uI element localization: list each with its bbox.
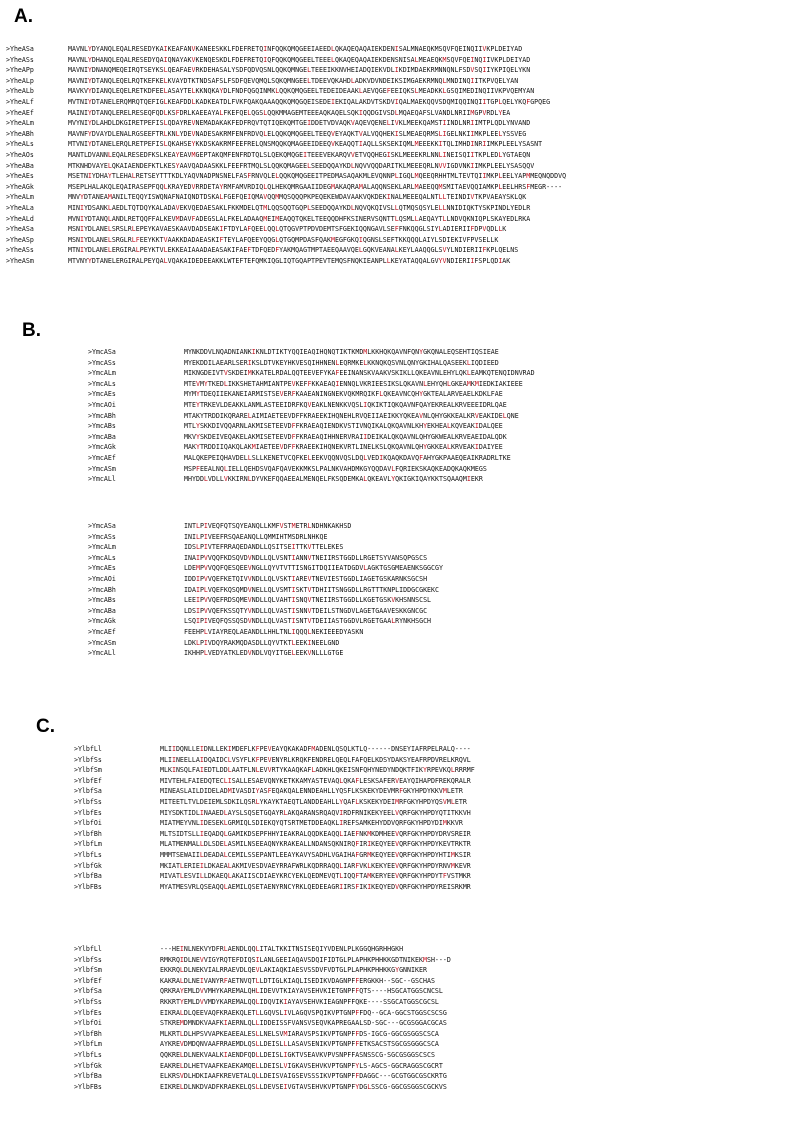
alignment-row — [88, 432, 535, 443]
sequence-name: >YheALb — [6, 87, 34, 96]
alignment-row — [6, 139, 566, 150]
panel-b-label: B. — [22, 320, 41, 341]
panel-b-alignment-top — [88, 347, 535, 485]
sequence-residues: MLKRTLDLHPSVVAPKEAEEALESLLNELSVMIARAVSPSIKVPTGNPFFDS-IGCG-GGCGSGGSCSCA — [160, 1029, 439, 1038]
sequence-name: >YmcABh — [88, 585, 116, 594]
sequence-name: >YlbfEf — [74, 776, 102, 785]
sequence-name: >YmcABa — [88, 606, 116, 615]
sequence-name: >YlbfEs — [74, 808, 102, 817]
sequence-name: >YlbfLl — [74, 745, 102, 753]
alignment-row — [88, 585, 443, 596]
sequence-name: >YlbfBa — [74, 1072, 102, 1081]
alignment-row — [74, 797, 475, 808]
alignment-row — [74, 1082, 451, 1093]
sequence-name: >YlbfOi — [74, 1019, 102, 1028]
alignment-row — [74, 808, 475, 819]
sequence-residues: IDDIPVVQEFKETQIVVNDLLQLVSKTIAREVTNEVIESTGGDLIAGETGSKARNKSGCSH — [184, 574, 428, 583]
alignment-row — [6, 55, 566, 66]
sequence-residues: MTLYSKKDIVQQARNLAKMISETEEVDFFKRAEAQIENDKVSTIVNQIKALQKQAVNLKHYEKHEALKQVEAKIDALQEE — [184, 422, 503, 431]
alignment-row — [74, 882, 475, 893]
sequence-residues: INTLPIVEQFQTSQYEANQLLKMFVSTMETRLNDHNKAKHSD — [184, 522, 352, 530]
alignment-row — [74, 776, 475, 787]
sequence-name: >YmcASm — [88, 464, 116, 473]
sequence-residues: MVYNIYDLAHDLDKGIRETPEFISLQDAYREVNEMADAKAKFEDFRQVTQTIQEKQMTGEIDDETVDVAQKVAQEVQENELIVKLMEEKQAMSTIINDLNRIIMTPLQDLYNVAND — [68, 119, 531, 128]
sequence-residues: MIVTEHLFAIEDQTECLISALLESAEVQNYKETKKAMYASTEVAQLQKAFLESKSAFERVEAYQIHAPDFREKQRALR — [160, 776, 471, 785]
alignment-row — [74, 1071, 451, 1082]
alignment-row — [74, 829, 475, 840]
sequence-name: >YlbfLl — [74, 945, 102, 953]
sequence-name: >YmcALm — [88, 543, 116, 552]
sequence-name: >YmcAEf — [88, 627, 116, 636]
sequence-name: >YmcAOi — [88, 574, 116, 583]
sequence-residues: LSQIPIVEQFQSSQSDVNDLLQLVASTISNTVTDEIIASTGGDVLRGETGAALRYNKHSGCH — [184, 617, 432, 626]
sequence-name: >YheALm — [6, 119, 34, 128]
sequence-residues: MVTNIYDTANELERQMRQTQEFIGLKEAFDDLKADKEATDLFVKFQAKQAAAQQKQMQGQEISEDEIEKIQALAKDVTSKDVIQALMAEKQQVSDQMIQQINQIITGPLQELYKQFGPQEG — [68, 97, 551, 106]
sequence-residues: FEEHPLVIAYREQLAEANDLLHHLTNLIQQQLNEKIEEEDYASKN — [184, 627, 364, 636]
sequence-residues: LDEMPVVQQFQESQEEVNGLLQYVTVTTISNGITDQIIEATDGDVLAGKTGSGMEAENKSGGCGY — [184, 564, 443, 573]
sequence-name: >YheALd — [6, 214, 34, 223]
sequence-name: >YheABa — [6, 161, 34, 170]
alignment-row — [88, 616, 443, 627]
alignment-row — [88, 453, 535, 464]
alignment-row — [6, 65, 566, 76]
sequence-name: >YlbfSa — [74, 987, 102, 996]
alignment-row — [6, 150, 566, 161]
sequence-name: >YheASa — [6, 45, 34, 53]
sequence-name: >YlbfSs — [74, 797, 102, 806]
alignment-row — [6, 256, 566, 267]
alignment-row — [88, 648, 443, 659]
sequence-residues: INAIPVVQQFKDSQVDVNDLLQLVSNTIANNVTNEIIRSTGGDLLRGETSYVANSQPGSCS — [184, 553, 428, 562]
sequence-residues: MLATMENMALLDLSDELASMILNSEEAQNYKRAKEALLNDANSQKNIRQFIRIKEQYEEVQRFGKYHPDYKEVTRKTR — [160, 840, 471, 849]
sequence-name: >YheALs — [6, 140, 34, 149]
alignment-row — [74, 1018, 451, 1029]
sequence-name: >YlbfSa — [74, 787, 102, 796]
sequence-residues: MTNIYDLANELERGIRALPEYKTVLEKKEAIAAADAEASAKIFAEFTDFQEDFYAKMQAGTMPTAEEQAAVQELGQKVEANALKEYLAAQQGLSVYLNDIERIIFKPLQELNS — [68, 246, 519, 255]
alignment-row — [88, 595, 443, 606]
sequence-residues: MYEKDDILAEARLSERIKSLDTVKEYHKVESQIHHNENLEQRMKELKKNQKQSVNLQNYGKIHALQASEEKLIQDIEED — [184, 358, 499, 367]
sequence-name: >YlbfSm — [74, 766, 102, 775]
alignment-row — [74, 765, 475, 776]
alignment-row — [74, 786, 475, 797]
sequence-residues: ELKRSVDLHDKIAAFKREVETALQLLDEISVAIGSEVSSSIKVPTGNPFFDAGGC---GCGTGGCGSCKRTG — [160, 1072, 447, 1081]
sequence-name: >YheASs — [6, 55, 34, 64]
alignment-row — [88, 521, 443, 532]
sequence-residues: IDSLPIVTEFRRAQEDANDLLQSITSEITTKVTTELEKES — [184, 543, 344, 552]
alignment-row — [88, 379, 535, 390]
sequence-residues: LDKLPIVDQYRAKMQDASDLLQYVTKTLEEKINEELGND — [184, 638, 340, 647]
alignment-row — [6, 161, 566, 172]
alignment-row — [88, 400, 535, 411]
alignment-row — [88, 421, 535, 432]
alignment-row — [74, 1008, 451, 1019]
sequence-name: >YlbfLs — [74, 1050, 102, 1059]
panel-a-label: A. — [14, 6, 33, 27]
sequence-residues: MAINIYDTANQLERELRESEQFQDLKSFDRLKAEEAYALFKEFQELQGSLQQKMMAGEMTEEEAQKAQELSQKIQQDGIVSDLMQAEQAFSLVANDLNRIIMGPVRDLYEA — [68, 108, 511, 117]
sequence-name: >YlbfSm — [74, 966, 102, 975]
panel-b-alignment-bottom — [88, 521, 443, 659]
sequence-name: >YlbfLm — [74, 840, 102, 849]
sequence-residues: MLTSIDTSLLIEQADQLGAMIKDSEPFHHYIEAKRALQQDKEAQQLIAEFNKMKDMHEEVQRFGKYHPDYDRVSREIR — [160, 829, 471, 838]
sequence-name: >YheASa — [6, 225, 34, 234]
sequence-name: >YmcABs — [88, 596, 116, 605]
sequence-name: >YmcASa — [88, 522, 116, 530]
alignment-row — [88, 606, 443, 617]
panel-c-label: C. — [36, 716, 55, 737]
sequence-name: >YmcALl — [88, 475, 116, 484]
sequence-residues: MVNIYDTANQLANDLRETQQFFALKEVMDAVFADEGSLALFKELADAAQMEIMEAQQTQKELTEEQQDHFKSINERVSQNTTLQSMLLAEQAYTLLNDVQKNIQPLSKAYEDLRKA — [68, 214, 531, 223]
sequence-residues: MKIATLERIEILDKAEALAKMIVESDVAEYRRAFWRLKQDRRAQQLIARFVKLKEKYEEVQRFGKYHPDYRNVMKEVR — [160, 861, 471, 870]
sequence-residues: MAVNLYDYANQLEQALRESEDYKAIKEAFANVKANEESKKLFDEFRETQINFQQKQMQGEEIAEEDLQKAQEQAQAIEKDENISALMNAEQKMSQVFQEINQIIVKPLDEIYAD — [68, 45, 523, 53]
alignment-row — [6, 44, 566, 55]
sequence-name: >YheAEs — [6, 172, 34, 181]
sequence-name: >YlbfEf — [74, 976, 102, 985]
sequence-name: >YmcABh — [88, 411, 116, 420]
sequence-residues: MAKYTRDDIIQAKQLAKMIAETEEVDFFKRAEEKIHQNEKVRTLINELKSLQKQAVNLQHYGKKEALKRVEAKIDAIYEE — [184, 443, 503, 452]
sequence-residues: RMKRQIDLNEVVIGYRQTEFDIQSILANLGEEIAQAVSDQIFIDTGLPLAPHKPHHKKGDTNIKEKMSH---D — [160, 955, 451, 964]
sequence-name: >YmcAOi — [88, 400, 116, 409]
sequence-residues: MALQKEPEIQHAVDELLSLLKENETVCQFKELEEKVQQNVQSLDQLVEDIKQAQKDAVQFAHYGKPAAEQEAIKRADRLTKE — [184, 453, 511, 462]
sequence-name: >YlbFBs — [74, 1082, 102, 1091]
sequence-name: >YmcALs — [88, 553, 116, 562]
sequence-name: >YheAOs — [6, 150, 34, 159]
sequence-residues: MYATMESVRLQSEAQQLAEMILQSETAENYRNCYRKLQEDEEAGRIIRSFIKIKEQYEDVQRFGKYHPDYREISRKMR — [160, 882, 471, 891]
alignment-row — [6, 108, 566, 119]
sequence-residues: MAVNIYDNANQMEQEIRQTSEYKSLQEAFAEVRKDEHASALYSDFQDVQSNLQQKQMNGELTEEEIKKNVHEIADQIEKVDLIKDIMDAEKRMNNQNLFSDVSQIIYKPIQELYKN — [68, 66, 531, 75]
sequence-name: >YmcASs — [88, 358, 116, 367]
sequence-residues: AYKREVDMDQNVAAFRRAEMDLQSLLDEISLLLASAVSENIKVPTGNPFFETKSACSTSGCGSGGGCSCA — [160, 1040, 439, 1049]
sequence-residues: EKKRQLDLNEKVIALRRAEVDLQEVLAKIAQKIAESVSSDVFVDTGLPLAPHKPHHKKGYGNNIKER — [160, 966, 427, 975]
alignment-row — [88, 553, 443, 564]
sequence-name: >YheASs — [6, 246, 34, 255]
sequence-name: >YmcAGk — [88, 443, 116, 452]
alignment-row — [6, 224, 566, 235]
sequence-residues: INILPIVEEFRSQAEANQLLQMMIHTMSDRLNHKQE — [184, 532, 328, 541]
sequence-name: >YlbfEs — [74, 1008, 102, 1017]
sequence-name: >YlbfBh — [74, 1029, 102, 1038]
sequence-residues: MAVNLYDHANQLEQALRESEDYQAIQNAYAKVKENQESKDLFDEFRETQIQFQQKQMQGEELTEEELQKAQEQAQAIEKDENSNISALMEAEQKMSQVFQEINQIIVKPLDEIYAD — [68, 55, 531, 64]
sequence-residues: MINIYDSANKLAEDLTQTDQYKALADAVEKVQEDAESAKLFKKMDELQTMLQQSQQTGQPLSEEDQQAYKDLNQVQKQIVSLLQTMQSQSYLELLNNIDIQKTYSKPINDLYEDLR — [68, 203, 531, 212]
sequence-residues: EAKRELDLHETVAAFKEAEKAMQELLDEISLVIGKAVSEHVKVPTGNPFYLS-AGCS-GGCRAGGSCGCRT — [160, 1061, 443, 1070]
alignment-row — [6, 76, 566, 87]
sequence-residues: MSEPLHALAKQLEQAIRASEPFQQLKRAYEDVRRDETAYRMFAMVRDIQLQLHEKQMRGAAIIDEGMAKAQRAMALAQQNSEKLARLMAEEQQMSMITAEVQQIAMKPLEELHRSFMEGR---- — [68, 182, 563, 191]
alignment-row — [88, 474, 535, 485]
sequence-residues: LEEIPVVQEFRDSQMEVNDLLQLVAHTISNQVTNEIIRSTGGDLLKGETGSKVKHSNNSCSL — [184, 596, 432, 605]
alignment-row — [88, 574, 443, 585]
alignment-row — [6, 192, 566, 203]
sequence-residues: MHYDDLVDLLVKKIRNLDYVKEFQQAEEALMENQELFKSQDEMKALQKEAVLYQKIGKIQAYKKTSQAAQMIEKR — [184, 475, 483, 484]
sequence-residues: MLKINSQLFAIEDTLDDLAATFLNLEVVRTYKAAQKAFLADKHLQKEISNFQHYNEDYNDQKTFIKYRPEVKQLRRRMF — [160, 766, 475, 775]
alignment-row — [74, 965, 451, 976]
sequence-name: >YmcALs — [88, 379, 116, 388]
panel-c-alignment-bottom — [74, 944, 451, 1092]
alignment-row — [74, 755, 475, 766]
sequence-residues: MYNKDDVLNQADNIANKIKNLDTIKTYQQIEAQIHQNQTIKTKMDMLKKHQKQAVNFQNYGKQNALEQSEHTIQSIEAE — [184, 348, 499, 356]
alignment-row — [88, 638, 443, 649]
sequence-name: >YlbfBh — [74, 829, 102, 838]
alignment-row — [88, 347, 535, 358]
sequence-residues: MIKNGDEIVTVSKDEIMKKATELRDALQQTEEVEFYKAFEEINANSKVAAKVSKIKLLQKEAVNLEHYLQKLEAMKQTENQIDNVRAD — [184, 369, 535, 378]
alignment-row — [74, 997, 451, 1008]
alignment-row — [74, 955, 451, 966]
sequence-residues: MIVATLESVILLDKAEQLAKAIISCDIAEYKRCYEKLQEDMEVQTLIQQFTAMKERYEEVQRFGKYHPDYTFVSTMKR — [160, 872, 471, 881]
sequence-residues: QRKRAYEMLDVVMHYKAREMALQHLIDEVVTKIAYAVSEHVKIETGNPFFQTS----HSGCATGGSCNCSL — [160, 987, 443, 996]
sequence-residues: MLIIDQNLLEIDNLLEKIMDEFLKFPEVEAYQKAKADFMADENLQSQLKTLQ------DNSEYIAFRPELRALQ---- — [160, 745, 471, 753]
sequence-name: >YmcAGk — [88, 617, 116, 626]
sequence-name: >YheALa — [6, 203, 34, 212]
sequence-residues: MSNIYDLANELSRGLRLFEEYKKTVAAKKDADAEASKIFTEYLAFQEEYQQGLQTGQMPDASFQAKMEGFGKQIQGNSLSEFTKKQQQLAIYLSDIEKIVFPVSELLK — [68, 235, 499, 244]
sequence-name: >YlbfBa — [74, 872, 102, 881]
sequence-residues: MTEVMYTKEDLIKKSHETAHMIANTPEVKEFFKKAEAQIENNQLVKRIEESIKSLQKAVNLEHYQHLGKEAMKMIEDKIAKIEEE — [184, 379, 523, 388]
sequence-name: >YheABh — [6, 129, 34, 138]
sequence-name: >YmcABs — [88, 422, 116, 431]
sequence-name: >YheALm — [6, 193, 34, 202]
alignment-row — [6, 182, 566, 193]
alignment-row — [74, 944, 451, 955]
alignment-row — [74, 850, 475, 861]
sequence-name: >YmcAEs — [88, 390, 116, 399]
panel-c-alignment-top — [74, 744, 475, 892]
sequence-name: >YmcABa — [88, 432, 116, 441]
sequence-name: >YheALf — [6, 97, 34, 106]
sequence-name: >YheAGk — [6, 182, 34, 191]
sequence-name: >YlbfGk — [74, 861, 102, 870]
sequence-residues: MITEETLTVLDEIEMLSDKILQSRLYKAYKTAEQTLANDDEAHLLYQAFLKSKEKYDEIMRFGKYHPDYQSVMLETR — [160, 797, 467, 806]
sequence-residues: ---HEINLNEKVYDFRLAENDLQQLITALTKKITNSISEQIYVDENLPLKGGQHGRHHGKH — [160, 945, 404, 953]
sequence-name: >YmcASs — [88, 532, 116, 541]
alignment-row — [74, 871, 475, 882]
sequence-residues: MAVNFYDVAYDLENALRGSEEFTRLKNLYDEVNADESAKRMFENFRDVQLELQQKQMQGEELTEEQVEYAQKTVALVQQHEKISLMEAEQRMSLIGELNKIIMKPLEELYSSVEG — [68, 129, 527, 138]
sequence-residues: MYMYTDEQIIEKANEIARMISTSEVERFKAAEANINGNEKVQKMRQIKFLQKEAVNCQHYGKTEALARVEAELKDKLFAE — [184, 390, 503, 399]
alignment-row — [74, 1061, 451, 1072]
alignment-row — [6, 129, 566, 140]
alignment-row — [6, 245, 566, 256]
sequence-residues: RKKRTYEMLDVVMDYKAREMALQQLIDQVIKIAYAVSEHVKIEAGNPFFQKE----SSGCATGGSCGCSL — [160, 997, 439, 1006]
sequence-residues: MLIINEELLAIDQAIDCLVSYFLKFPEVENYRLKRQKFENDRELQEQLFAFQELKDSYDAKSYEAFRPDVRELKRQVL — [160, 755, 471, 764]
alignment-row — [74, 861, 475, 872]
sequence-residues: MMMTSEWAIILDEADALCEMILSSEPANTLEEAYKAVYSADHLVGAIHAFGRMKEQYEEVQRFGKYHPDYHTIMKSIR — [160, 850, 471, 859]
alignment-row — [88, 563, 443, 574]
sequence-name: >YmcASm — [88, 638, 116, 647]
alignment-row — [88, 411, 535, 422]
sequence-residues: LDSIPVVQEFKSSQTYVNDLLQLVASTISNNVTDEILSTNGDVLAGETGAAVESKKGNCGC — [184, 606, 428, 615]
sequence-residues: MSNIYDLANELSRSLRLEPEYKAVAESKAAVDADSEAKIFTDYLAFQEELQQLQTQGVPTPDVDEMTSFGEKIQQNGAVLSEFFNKQQGLSIYLADIERIIFDPVQDLLK — [68, 225, 507, 234]
sequence-residues: MTEYTRKEVLDEAKKLANMLASTEEIDRFKQVEAKLNENKKVQSLIQKIKTIQKQAVNFQAYEKREALKRVEEEIDRLQAE — [184, 400, 507, 409]
alignment-row — [6, 171, 566, 182]
alignment-row — [74, 986, 451, 997]
sequence-residues: MNVYDTANEAMANILTEQQYISWQNAFNAIQNDTDSKALFGEFQEIQMAVQQMMQSQQQPKPEQEKEWDAVAAKVQKDEKINALMEEEQALNTLLTEINDIVTKPVAEAYSKLQK — [68, 193, 527, 202]
sequence-residues: MSETNIYDHAYTLEHALRETSEYTTTKDLYAQVNADPNSNELFASFRNVQLELQQKQMQGEEITPEDMASAQAKMLEVQNNPLIGQLMQEEQRHHTMLTEVTQIIMKPLEELYAPMMEQNQDDVQ — [68, 172, 567, 181]
sequence-name: >YlbFBs — [74, 882, 102, 891]
alignment-row — [6, 235, 566, 246]
sequence-name: >YmcASa — [88, 348, 116, 356]
sequence-name: >YmcALm — [88, 369, 116, 378]
alignment-row — [88, 389, 535, 400]
sequence-residues: MTKNHDVAYELQKAIAENDEFKTLKESYAAVQADAASKKLFEEFRTMQLSLQQKQMAGEELSEEDQQAYKDLNQVVQQDARITKLMEEEQRLNVVIGDVNKIIMKPLEELYSASQQV — [68, 161, 535, 170]
sequence-residues: MANTLDVANNLEQALRESEDFKSLKEAYEAVMGEPTAKQMFENFRDTQLSLQEKQMQGEITEEEVEKARQVVETVQQHEGISKLMEEEKRLNNLINEISQIITKPLEDLYGTAEQN — [68, 150, 531, 159]
alignment-row — [88, 627, 443, 638]
sequence-residues: MTVNIYDTANELERQLRETPEFISLQKAHSEYKKDSKAKRMFEEFRELQNSMQQKQMAGEEIDEEQVKEAQQTIAQLLSKSEKIQMLMEEEKKITQLIMHDINRIIMKPLEELYSASNT — [68, 140, 543, 149]
sequence-name: >YheAEf — [6, 108, 34, 117]
sequence-name: >YmcAEf — [88, 453, 116, 462]
sequence-name: >YheALp — [6, 76, 34, 85]
sequence-name: >YlbfSs — [74, 755, 102, 764]
sequence-name: >YlbfSs — [74, 955, 102, 964]
sequence-name: >YlbfGk — [74, 1061, 102, 1070]
alignment-row — [88, 442, 535, 453]
sequence-name: >YlbfSs — [74, 997, 102, 1006]
alignment-row — [88, 532, 443, 543]
sequence-name: >YmcALl — [88, 649, 116, 658]
sequence-residues: IKHHPLVEDYATKLEDVNDLVQYITGELEEKVNLLLGTGE — [184, 649, 344, 658]
sequence-name: >YheASp — [6, 235, 34, 244]
sequence-name: >YmcAEs — [88, 564, 116, 573]
sequence-residues: MKVYSKDEIVEQAKELAKMISETEEVDFFKRAEAQIHHNERVRAIIDEIKALQKQAVNLQHYGKWEALKRVEAEIDALQDK — [184, 432, 507, 441]
sequence-residues: MTAKYTRDDIKQRARELAIMIAETEEVDFFKRAEEKIHQNEHLRVQEIIAEIKKYQKEAVNLQHYGKKEALKRVEAKIDELQNE — [184, 411, 519, 420]
alignment-row — [74, 818, 475, 829]
alignment-row — [88, 358, 535, 369]
sequence-residues: STKREMDMNDKVAAFKIAERNLQLLIDDEISSFVANSVSEQVKAPREGAALSD-SGC---GCGSGGACGCAS — [160, 1019, 447, 1028]
alignment-row — [88, 464, 535, 475]
alignment-row — [74, 1029, 451, 1040]
alignment-row — [6, 214, 566, 225]
alignment-row — [74, 1039, 451, 1050]
sequence-residues: QQKRELDLNEKVAALKIAENDFQDLLDEISLIGKTVSEAVKVPVSNPFFASNSSCG-SGCGSGGSCSCS — [160, 1050, 435, 1059]
panel-a-alignment — [6, 44, 566, 266]
alignment-row — [88, 368, 535, 379]
sequence-name: >YheASm — [6, 256, 34, 265]
sequence-residues: MINEASLAILDIDELADMIVASDIYASFEQAKQALENNDEAHLLYQSFLKSKEKYDEVMRFGKYHPDYKKVMLETR — [160, 787, 463, 796]
alignment-row — [6, 97, 566, 108]
sequence-name: >YheAPp — [6, 66, 34, 75]
sequence-residues: MAVKVYDIANQLEQELRETKDFEELASAYTELKKNQKAYDLFNDFQGQINMKLQQKQMQGEELTEDEIDEAAKLAEVQGEFEEIQKSLMEADKKLGSQIMEDINQIIVKPVQEMYAN — [68, 87, 535, 96]
sequence-residues: IDAIPLVQEFKQSQMDVNELLQLVSMTISKTVTDHIITSNGGDLLRGTTTKNPLIDDGCGKEKC — [184, 585, 439, 594]
sequence-residues: KAKRALDLNEIVANYRFAETNVQTLLDTIGLKIAQLISEDIKVDAGNPFFERGKKH--SGC--GSCHAS — [160, 976, 435, 985]
alignment-row — [6, 86, 566, 97]
sequence-residues: EIKRELDLNKDVADFKRAEKELQSLLDEVSEIVGTAVSEHVKVPTGNPFYDGLSSCG-GGCGSGGSCGCKVS — [160, 1082, 447, 1091]
sequence-residues: EIKRALDLQEEVAQFKRAEKQLETLLGQVSLIVLAGQVSPQIKVPTGNPFFDQ--GCA-GGCSTGGSCSCSG — [160, 1008, 447, 1017]
alignment-row — [74, 1050, 451, 1061]
sequence-residues: MSPFEEALNQLIELLQEHDSVQAFQAVEKKMKSLPALNKVAHDMKGYQQDAVLFQRIEKSKAQKEADQKAQKMEGS — [184, 464, 487, 473]
alignment-row — [6, 118, 566, 129]
alignment-row — [6, 203, 566, 214]
sequence-residues: MIYSDKTIDLINAAEDLAYSLSQSETGQAYRLAKQARANSRQAQVIRDFRNIKEKYEELVQRFGKYHPDYQTITKKVH — [160, 808, 471, 817]
alignment-row — [88, 542, 443, 553]
sequence-name: >YlbfLs — [74, 850, 102, 859]
alignment-row — [74, 839, 475, 850]
sequence-residues: MIATMEYVNLIDESEKLGRMIQLSDIEKQYQTSRTMETDDEAQKLIREFSAMKEHYDDVQRFGKYHPDYDIMKKVR — [160, 819, 463, 828]
sequence-name: >YlbfOi — [74, 819, 102, 828]
sequence-residues: MAVNIYDTANQLEQELRQTKEFKELKVAYDTKTNDSAFSLFSDFQEVQMQLSQKQMNGEELTDEEVQKAHDLADKVDVNDEIKSIMGAEKRMNQLMNDINQIITKPVQELYAN — [68, 76, 519, 85]
alignment-row — [74, 744, 475, 755]
alignment-row — [74, 976, 451, 987]
sequence-residues: MTVNYYDTANELERGIRALPEYQALVQAKAIDEDEEAKKLWTEFTEFQMKIQGLIQTGQAPTPEVTEMQSFNQKIEANPLLKEYATAQQALGVYVNDIERIIFSPLQDIAK — [68, 256, 511, 265]
sequence-name: >YlbfLm — [74, 1040, 102, 1049]
